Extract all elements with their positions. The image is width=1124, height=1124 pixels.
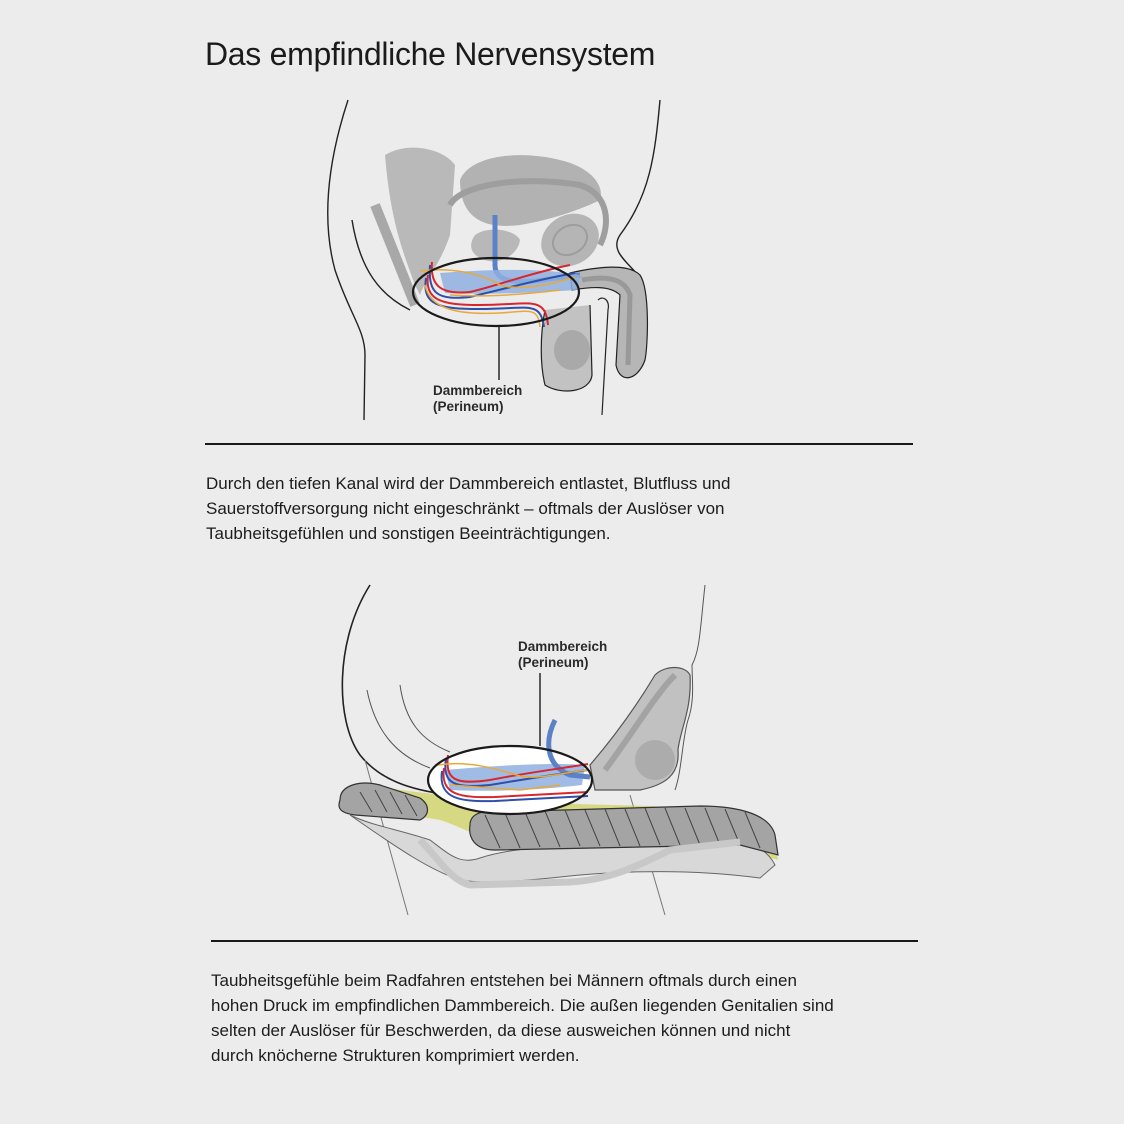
- paragraph-1: [206, 471, 730, 546]
- perineum-label-2-line2: (Perineum): [518, 655, 589, 670]
- perineum-label-1: [433, 383, 522, 415]
- divider-2: [211, 940, 918, 942]
- paragraph-2-line: durch knöcherne Strukturen komprimiert werden.: [211, 1046, 580, 1065]
- paragraph-1-line: Sauerstoffversorgung nicht eingeschränkt – oftmals der Auslöser von: [206, 499, 725, 518]
- anatomy-figure-standing: [320, 95, 690, 425]
- divider-1: [205, 443, 913, 445]
- anatomy-illustration-standing: [320, 95, 690, 425]
- paragraph-2: [211, 968, 834, 1068]
- perineum-label-1-line1: Dammbereich: [433, 383, 523, 398]
- paragraph-1-line: Taubheitsgefühlen und sonstigen Beeinträchtigungen.: [206, 524, 611, 543]
- page-title: Das empfindliche Nervensystem: [205, 36, 656, 72]
- anatomy-illustration-seated-on-saddle: [320, 580, 790, 920]
- anatomy-figure-seated: [320, 580, 790, 920]
- perineum-label-2-line1: Dammbereich: [518, 639, 608, 654]
- paragraph-2-line: hohen Druck im empfindlichen Dammbereich. Die außen liegenden Genitalien sind: [211, 996, 834, 1015]
- perineum-label-1-line2: (Perineum): [433, 399, 504, 414]
- perineum-label-2: [518, 639, 607, 671]
- paragraph-1-line: Durch den tiefen Kanal wird der Dammbereich entlastet, Blutfluss und: [206, 474, 731, 493]
- paragraph-2-line: selten der Auslöser für Beschwerden, da diese ausweichen können und nicht: [211, 1021, 791, 1040]
- paragraph-2-line: Taubheitsgefühle beim Radfahren entstehen bei Männern oftmals durch einen: [211, 971, 797, 990]
